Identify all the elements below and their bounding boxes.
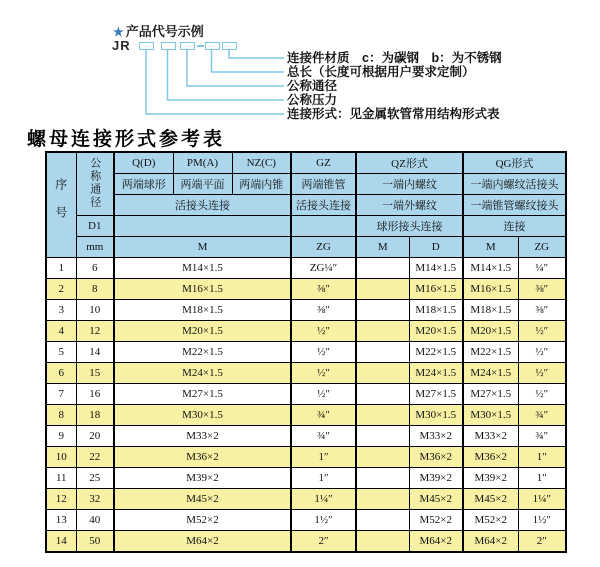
d1-cell: 18 bbox=[76, 405, 114, 426]
seq-cell: 9 bbox=[46, 426, 76, 447]
table-body bbox=[46, 258, 566, 553]
gz-zg-value-cell: 1″ bbox=[291, 468, 356, 489]
d1-cell: 20 bbox=[76, 426, 114, 447]
seq-cell: 12 bbox=[46, 489, 76, 510]
gz-zg-value-cell: 1¼″ bbox=[291, 489, 356, 510]
qz-row2-header: 一端内螺纹 bbox=[356, 174, 463, 195]
nz-sub-header: 两端内锥 bbox=[232, 174, 291, 195]
qz-m-column-header: M bbox=[356, 237, 409, 258]
empty-cell bbox=[291, 216, 356, 237]
m-value-cell: M18×1.5 bbox=[114, 300, 291, 321]
m-value-cell: M30×1.5 bbox=[114, 405, 291, 426]
qg-m-value-cell: M27×1.5 bbox=[463, 384, 518, 405]
gz-zg-value-cell: ½″ bbox=[291, 321, 356, 342]
seq-cell: 10 bbox=[46, 447, 76, 468]
seq-cell: 2 bbox=[46, 279, 76, 300]
qg-m-value-cell: M64×2 bbox=[463, 531, 518, 553]
qz-d-value-cell: M30×1.5 bbox=[409, 405, 463, 426]
gz-zg-value-cell: 2″ bbox=[291, 531, 356, 553]
qg-zg-value-cell: 1″ bbox=[518, 447, 566, 468]
qz-m-value-cell bbox=[356, 279, 409, 300]
table-row bbox=[46, 258, 566, 279]
qz-d-value-cell: M27×1.5 bbox=[409, 384, 463, 405]
qg-zg-value-cell: 1¼″ bbox=[518, 489, 566, 510]
seq-cell: 13 bbox=[46, 510, 76, 531]
qz-m-value-cell bbox=[356, 510, 409, 531]
table-row bbox=[46, 531, 566, 553]
qg-m-value-cell: M20×1.5 bbox=[463, 321, 518, 342]
d1-cell: 32 bbox=[76, 489, 114, 510]
qg-m-value-cell: M45×2 bbox=[463, 489, 518, 510]
d1-cell: 10 bbox=[76, 300, 114, 321]
diagram-label-material: 连接件材质 c：为碳钢 b：为不锈钢 bbox=[287, 51, 502, 65]
qz-title-header: QZ形式 bbox=[356, 152, 463, 174]
diagram-label-connection: 连接形式：见金属软管常用结构形式表 bbox=[287, 107, 500, 121]
qg-zg-value-cell: ½″ bbox=[518, 342, 566, 363]
qg-m-value-cell: M24×1.5 bbox=[463, 363, 518, 384]
table-title: 螺母连接形式参考表 bbox=[27, 129, 226, 150]
m-column-header: M bbox=[114, 237, 291, 258]
diagram-label-diameter: 公称通径 bbox=[287, 79, 338, 93]
table-row bbox=[46, 384, 566, 405]
code-box-1 bbox=[139, 42, 154, 50]
qg-zg-column-header: ZG bbox=[518, 237, 566, 258]
table-row bbox=[46, 447, 566, 468]
m-value-cell: M39×2 bbox=[114, 468, 291, 489]
gz-zg-value-cell: ½″ bbox=[291, 384, 356, 405]
d1-cell: 15 bbox=[76, 363, 114, 384]
code-dash bbox=[197, 45, 204, 47]
diagram-caption-text: 产品代号示例 bbox=[125, 24, 204, 39]
table-row bbox=[46, 510, 566, 531]
qg-zg-value-cell: ¼″ bbox=[518, 258, 566, 279]
qg-row2-header: 一端内螺纹活接头 bbox=[463, 174, 566, 195]
qg-zg-value-cell: ½″ bbox=[518, 384, 566, 405]
qz-d-value-cell: M33×2 bbox=[409, 426, 463, 447]
qz-m-value-cell bbox=[356, 363, 409, 384]
qz-d-value-cell: M18×1.5 bbox=[409, 300, 463, 321]
qz-m-value-cell bbox=[356, 489, 409, 510]
gz-zg-value-cell: 1″ bbox=[291, 447, 356, 468]
qz-d-value-cell: M24×1.5 bbox=[409, 363, 463, 384]
d1-cell: 6 bbox=[76, 258, 114, 279]
gz-zg-value-cell: ⅜″ bbox=[291, 279, 356, 300]
qg-m-value-cell: M52×2 bbox=[463, 510, 518, 531]
seq-cell: 7 bbox=[46, 384, 76, 405]
qz-row3-header: 一端外螺纹 bbox=[356, 195, 463, 216]
table-header bbox=[46, 152, 566, 258]
d1-header: D1 bbox=[76, 216, 114, 237]
m-value-cell: M36×2 bbox=[114, 447, 291, 468]
qg-zg-value-cell: ¾″ bbox=[518, 405, 566, 426]
d1-cell: 8 bbox=[76, 279, 114, 300]
m-value-cell: M20×1.5 bbox=[114, 321, 291, 342]
qg-zg-value-cell: ⅜″ bbox=[518, 279, 566, 300]
mm-header: mm bbox=[76, 237, 114, 258]
d1-cell: 14 bbox=[76, 342, 114, 363]
qg-m-value-cell: M18×1.5 bbox=[463, 300, 518, 321]
table-row bbox=[46, 468, 566, 489]
d1-cell: 22 bbox=[76, 447, 114, 468]
qz-d-value-cell: M20×1.5 bbox=[409, 321, 463, 342]
gz-row3-header: 活接头连接 bbox=[291, 195, 356, 216]
qg-m-column-header: M bbox=[463, 237, 518, 258]
m-value-cell: M52×2 bbox=[114, 510, 291, 531]
qg-m-value-cell: M36×2 bbox=[463, 447, 518, 468]
q-code-header: Q(D) bbox=[114, 152, 173, 174]
d1-cell: 50 bbox=[76, 531, 114, 553]
m-value-cell: M24×1.5 bbox=[114, 363, 291, 384]
seq-header: 序号 bbox=[46, 152, 76, 258]
qz-m-value-cell bbox=[356, 531, 409, 553]
qz-m-value-cell bbox=[356, 300, 409, 321]
gz-zg-value-cell: ¾″ bbox=[291, 426, 356, 447]
qz-d-value-cell: M22×1.5 bbox=[409, 342, 463, 363]
code-box-4 bbox=[205, 42, 220, 50]
gz-zg-value-cell: 1½″ bbox=[291, 510, 356, 531]
gz-zg-value-cell: ½″ bbox=[291, 363, 356, 384]
diagram-label-length: 总长（长度可根据用户要求定制） bbox=[287, 65, 475, 79]
code-box-3 bbox=[180, 42, 195, 50]
nominal-diameter-header: 公称通径 bbox=[76, 152, 114, 216]
table-row bbox=[46, 321, 566, 342]
m-value-cell: M33×2 bbox=[114, 426, 291, 447]
m-value-cell: M64×2 bbox=[114, 531, 291, 553]
qz-m-value-cell bbox=[356, 384, 409, 405]
q-sub-header: 两端球形 bbox=[114, 174, 173, 195]
seq-cell: 8 bbox=[46, 405, 76, 426]
qz-m-value-cell bbox=[356, 468, 409, 489]
qg-row4-header: 连接 bbox=[463, 216, 566, 237]
qz-m-value-cell bbox=[356, 447, 409, 468]
m-value-cell: M14×1.5 bbox=[114, 258, 291, 279]
qz-d-value-cell: M64×2 bbox=[409, 531, 463, 553]
d1-cell: 12 bbox=[76, 321, 114, 342]
qz-d-value-cell: M45×2 bbox=[409, 489, 463, 510]
seq-cell: 1 bbox=[46, 258, 76, 279]
code-box-5 bbox=[222, 42, 237, 50]
qg-zg-value-cell: ½″ bbox=[518, 321, 566, 342]
m-value-cell: M22×1.5 bbox=[114, 342, 291, 363]
qg-zg-value-cell: 1½″ bbox=[518, 510, 566, 531]
qz-m-value-cell bbox=[356, 405, 409, 426]
product-code-prefix: JR bbox=[112, 38, 131, 53]
table-row bbox=[46, 363, 566, 384]
table-row bbox=[46, 279, 566, 300]
qz-m-value-cell bbox=[356, 321, 409, 342]
qg-zg-value-cell: ½″ bbox=[518, 363, 566, 384]
qz-d-value-cell: M36×2 bbox=[409, 447, 463, 468]
diagram-label-pressure: 公称压力 bbox=[287, 93, 338, 107]
qz-m-value-cell bbox=[356, 258, 409, 279]
m-value-cell: M27×1.5 bbox=[114, 384, 291, 405]
gz-zg-value-cell: ¾″ bbox=[291, 405, 356, 426]
gz-zg-value-cell: ⅜″ bbox=[291, 300, 356, 321]
qz-d-column-header: D bbox=[409, 237, 463, 258]
qz-d-value-cell: M14×1.5 bbox=[409, 258, 463, 279]
seq-cell: 6 bbox=[46, 363, 76, 384]
qg-m-value-cell: M30×1.5 bbox=[463, 405, 518, 426]
qg-m-value-cell: M22×1.5 bbox=[463, 342, 518, 363]
seq-cell: 3 bbox=[46, 300, 76, 321]
nz-code-header: NZ(C) bbox=[232, 152, 291, 174]
table-row bbox=[46, 489, 566, 510]
zg-column-header: ZG bbox=[291, 237, 356, 258]
d1-cell: 16 bbox=[76, 384, 114, 405]
gz-sub-header: 两端锥管 bbox=[291, 174, 356, 195]
table-row bbox=[46, 300, 566, 321]
union-connection-header: 活接头连接 bbox=[114, 195, 291, 216]
m-value-cell: M45×2 bbox=[114, 489, 291, 510]
qg-zg-value-cell: ¾″ bbox=[518, 426, 566, 447]
qg-m-value-cell: M33×2 bbox=[463, 426, 518, 447]
qz-d-value-cell: M16×1.5 bbox=[409, 279, 463, 300]
pm-code-header: PM(A) bbox=[173, 152, 232, 174]
pm-sub-header: 两端平面 bbox=[173, 174, 232, 195]
table-row bbox=[46, 342, 566, 363]
qz-m-value-cell bbox=[356, 342, 409, 363]
gz-zg-value-cell: ZG¼″ bbox=[291, 258, 356, 279]
qg-title-header: QG形式 bbox=[463, 152, 566, 174]
reference-table bbox=[45, 151, 567, 553]
table-row bbox=[46, 426, 566, 447]
empty-cell bbox=[114, 216, 291, 237]
gz-zg-value-cell: ½″ bbox=[291, 342, 356, 363]
qg-zg-value-cell: 2″ bbox=[518, 531, 566, 553]
qz-row4-header: 球形接头连接 bbox=[356, 216, 463, 237]
d1-cell: 25 bbox=[76, 468, 114, 489]
qg-m-value-cell: M14×1.5 bbox=[463, 258, 518, 279]
qz-d-value-cell: M39×2 bbox=[409, 468, 463, 489]
qz-m-value-cell bbox=[356, 426, 409, 447]
qg-zg-value-cell: ⅜″ bbox=[518, 300, 566, 321]
qg-zg-value-cell: 1″ bbox=[518, 468, 566, 489]
star-icon: ★ bbox=[113, 25, 124, 39]
seq-cell: 14 bbox=[46, 531, 76, 553]
d1-cell: 40 bbox=[76, 510, 114, 531]
code-box-2 bbox=[161, 42, 176, 50]
qz-d-value-cell: M52×2 bbox=[409, 510, 463, 531]
gz-code-header: GZ bbox=[291, 152, 356, 174]
qg-row3-header: 一端锥管螺纹接头 bbox=[463, 195, 566, 216]
qg-m-value-cell: M39×2 bbox=[463, 468, 518, 489]
table-row bbox=[46, 405, 566, 426]
seq-cell: 4 bbox=[46, 321, 76, 342]
qg-m-value-cell: M16×1.5 bbox=[463, 279, 518, 300]
seq-cell: 5 bbox=[46, 342, 76, 363]
m-value-cell: M16×1.5 bbox=[114, 279, 291, 300]
seq-cell: 11 bbox=[46, 468, 76, 489]
